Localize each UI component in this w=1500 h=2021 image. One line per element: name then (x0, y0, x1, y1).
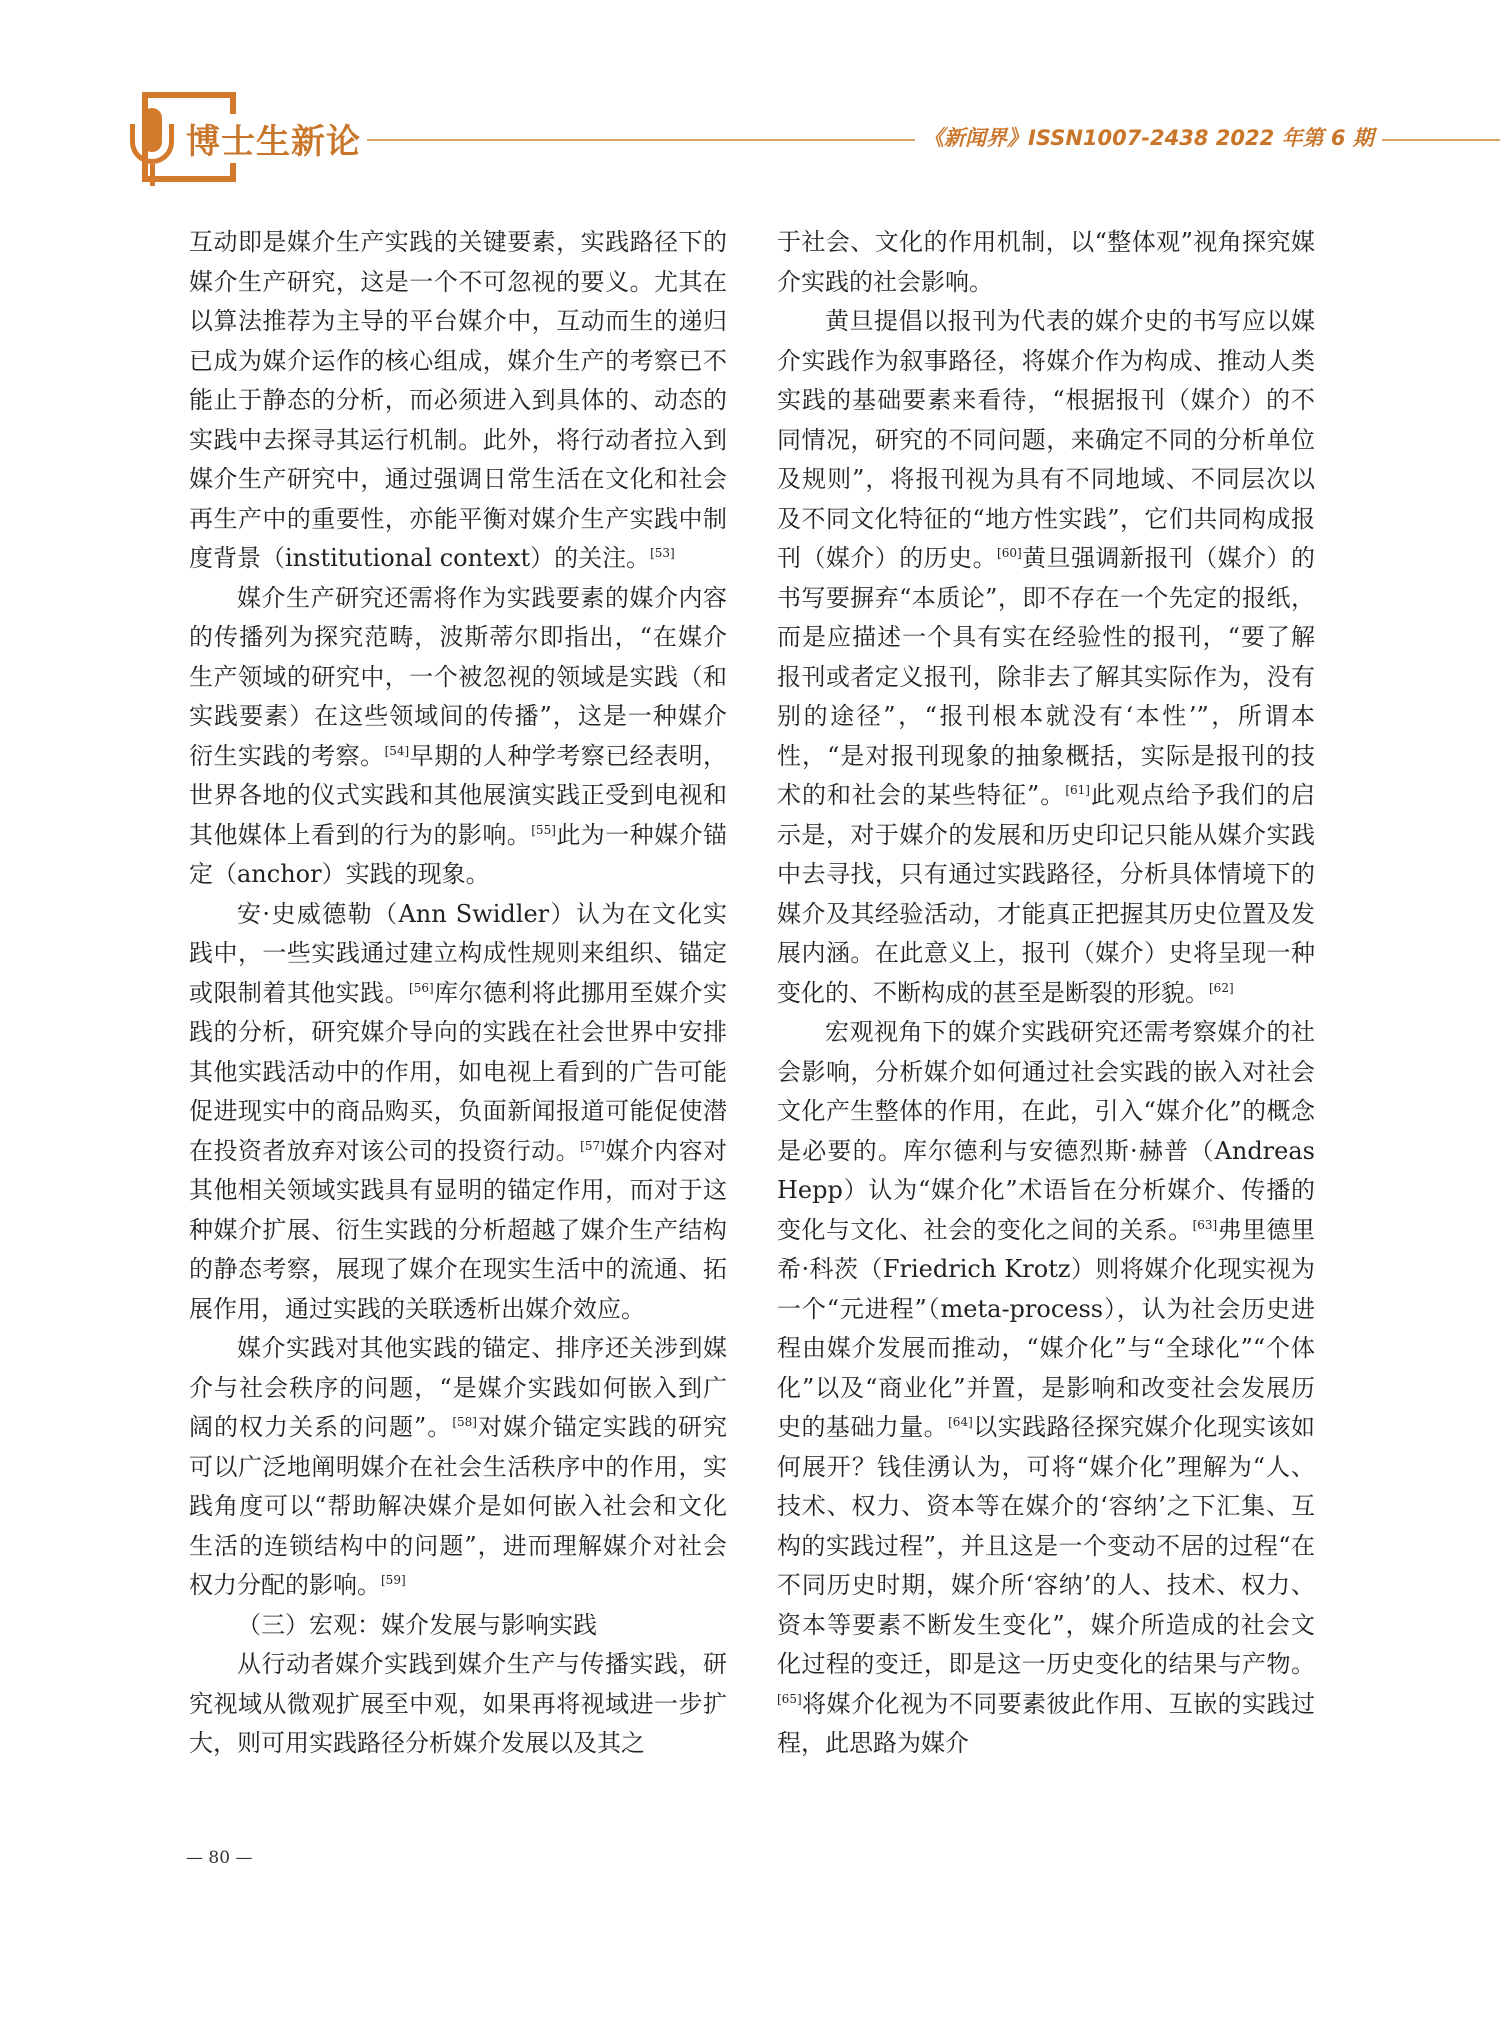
paragraph: 安·史威德勒（Ann Swidler）认为在文化实践中，一些实践通过建立构成性规则来组织、锚定或限制着其他实践。[56]库尔德利将此挪用至媒介实践的分析，研究媒介导向的实践在社会世界中安排其他实践活动中的作用，如电视上看到的广告可能促进现实中的商品购买，负面新闻报道可能促使潜在投资者放弃对该公司的投资行动。[57]媒介内容对其他相关领域实践具有显明的锚定作用，而对于这种媒介扩展、衍生实践的分析超越了媒介生产结构的静态考察，展现了媒介在现实生活中的流通、拓展作用，通过实践的关联透析出媒介效应。 (189, 899, 728, 1323)
page-header (0, 0, 1500, 200)
reference-marker: [62] (1209, 980, 1234, 995)
reference-marker: [63] (1192, 1217, 1218, 1232)
reference-marker: [60] (997, 546, 1022, 560)
paragraph: 媒介生产研究还需将作为实践要素的媒介内容的传播列为探究范畴，波斯蒂尔即指出，“在媒介生产领域的研究中，一个被忽视的领域是实践（和实践要素）在这些领域间的传播”，这是一种媒介衍生实践的考察。[54]早期的人种学考察已经表明，世界各地的仪式实践和其他展演实践正受到电视和其他媒体上看到的行为的影响。[55]此为一种媒介锚定（anchor）实践的现象。 (189, 583, 728, 888)
reference-marker: [54] (384, 743, 410, 758)
section-heading: （三）宏观：媒介发展与影响实践 (237, 1610, 597, 1639)
reference-marker: [56] (409, 980, 434, 995)
reference-marker: [57] (580, 1138, 605, 1153)
journal-info: 《新闻界》ISSN1007-2438 2022 年第 6 期 (915, 122, 1382, 152)
reference-marker: [64] (948, 1415, 973, 1429)
reference-marker: [58] (452, 1415, 477, 1429)
microphone-icon (142, 108, 162, 152)
paragraph: 黄旦提倡以报刊为代表的媒介史的书写应以媒介实践作为叙事路径，将媒介作为构成、推动人类实践的基础要素来看待，“根据报刊（媒介）的不同情况，研究的不同问题，来确定不同的分析单位及规则”，将报刊视为具有不同地域、不同层次以及不同文化特征的“地方性实践”，它们共同构成报刊（媒介）的历史。[60]黄旦强调新报刊（媒介）的书写要摒弃“本质论”，即不存在一个先定的报纸，而是应描述一个具有实在经验性的报刊，“要了解报刊或者定义报刊，除非去了解其实际作为，没有别的途径”，“报刊根本就没有‘本性’”，所谓本性，“是对报刊现象的抽象概括，实际是报刊的技术的和社会的某些特征”。[61]此观点给予我们的启示是，对于媒介的发展和历史印记只能从媒介实践中去寻找，只有通过实践路径，分析具体情境下的媒介及其经验活动，才能真正把握其历史位置及发展内涵。在此意义上，报刊（媒介）史将呈现一种变化的、不断构成的甚至是断裂的形貌。[62] (777, 307, 1316, 1007)
paragraph: 媒介实践对其他实践的锚定、排序还关涉到媒介与社会秩序的问题，“是媒介实践如何嵌入到广阔的权力关系的问题”。[58]对媒介锚定实践的研究可以广泛地阐明媒介在社会生活秩序中的作用，实践角度可以“帮助解决媒介是如何嵌入社会和文化生活的连锁结构中的问题”，进而理解媒介对社会权力分配的影响。[59] (189, 1334, 727, 1599)
right-column (777, 223, 1315, 1764)
microphone-post-icon (150, 164, 155, 186)
paragraph: 从行动者媒介实践到媒介生产与传播实践，研究视域从微观扩展至中观，如果再将视域进一步扩大，则可用实践路径分析媒介发展以及其之 (189, 1650, 727, 1757)
reference-marker: [55] (531, 822, 556, 837)
reference-marker: [61] (1065, 783, 1090, 797)
page-number: — 80 — (186, 1848, 253, 1868)
reference-marker: [59] (381, 1573, 406, 1587)
reference-marker: [65] (777, 1691, 802, 1706)
section-title: 博士生新论 (180, 114, 367, 163)
paragraph: 互动即是媒介生产实践的关键要素，实践路径下的媒介生产研究，这是一个不可忽视的要义。尤其在以算法推荐为主导的平台媒介中，互动而生的递归已成为媒介运作的核心组成，媒介生产的考察已不能止于静态的分析，而必须进入到具体的、动态的实践中去探寻其运行机制。此外，将行动者拉入到媒介生产研究中，通过强调日常生活在文化和社会再生产中的重要性，亦能平衡对媒介生产实践中制度背景（institutional context）的关注。[53] (189, 228, 727, 572)
paragraph: 于社会、文化的作用机制，以“整体观”视角探究媒介实践的社会影响。 (777, 228, 1315, 296)
paragraph: 宏观视角下的媒介实践研究还需考察媒介的社会影响，分析媒介如何通过社会实践的嵌入对社会文化产生整体的作用，在此，引入“媒介化”的概念是必要的。库尔德利与安德烈斯·赫普（Andreas Hepp）认为“媒介化”术语旨在分析媒介、传播的变化与文化、社会的变化之间的关系。[63]弗里德里希·科茨（Friedrich Krotz）则将媒介化现实视为一个“元进程”（meta-process），认为社会历史进程由媒介发展而推动，“媒介化”与“全球化”“个体化”以及“商业化”并置，是影响和改变社会发展历史的基础力量。[64]以实践路径探究媒介化现实该如何展开？钱佳湧认为，可将“媒介化”理解为“人、技术、权力、资本等在媒介的‘容纳’之下汇集、互构的实践过程”，并且这是一个变动不居的过程“在不同历史时期，媒介所‘容纳’的人、技术、权力、资本等要素不断发生变化”，媒介所造成的社会文化过程的变迁，即是这一历史变化的结果与产物。[65]将媒介化视为不同要素彼此作用、互嵌的实践过程，此思路为媒介 (777, 1018, 1316, 1757)
left-column (189, 223, 727, 1764)
reference-marker: [53] (650, 546, 675, 560)
